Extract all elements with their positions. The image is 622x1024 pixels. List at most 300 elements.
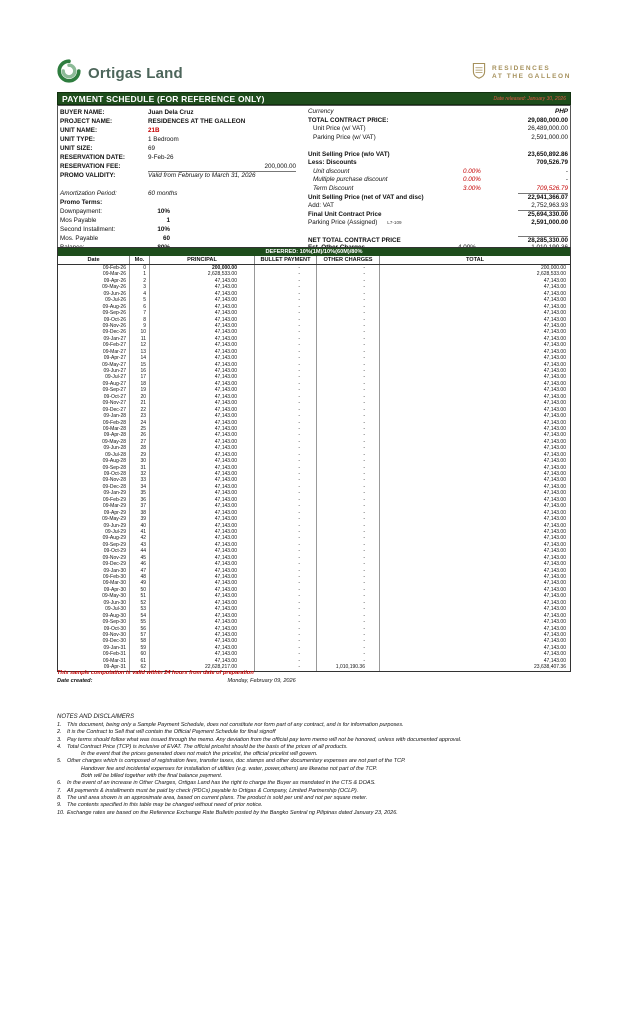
- schedule-other-charges: -: [317, 420, 380, 426]
- schedule-date: 09-Mar-26: [58, 271, 130, 277]
- schedule-bullet: -: [255, 587, 317, 593]
- schedule-month: 9: [130, 323, 150, 329]
- schedule-principal: 47,143.00: [150, 471, 255, 477]
- tcp-label: TOTAL CONTRACT PRICE:: [308, 116, 389, 124]
- schedule-principal: 47,143.00: [150, 626, 255, 632]
- schedule-bullet: -: [255, 613, 317, 619]
- page-title: PAYMENT SCHEDULE (FOR REFERENCE ONLY): [62, 93, 265, 104]
- schedule-month: 57: [130, 632, 150, 638]
- date-created-value: Monday, February 09, 2026: [227, 678, 296, 684]
- schedule-month: 18: [130, 381, 150, 387]
- net-tcp-value: 28,285,330.00: [518, 236, 568, 246]
- col-header-bullet: BULLET PAYMENT: [255, 256, 317, 264]
- schedule-date: 09-Nov-26: [58, 323, 130, 329]
- schedule-other-charges: -: [317, 278, 380, 284]
- less-discounts-value: 709,526.79: [536, 159, 568, 166]
- reservation-date-value: 9-Feb-26: [148, 154, 174, 161]
- document-header: [57, 57, 571, 89]
- schedule-date: 09-Apr-28: [58, 432, 130, 438]
- note-text: In the event that the prices generated does not match the pricelist, the official pricelist will govern.: [81, 751, 318, 758]
- multi-discount-pct: 0.00%: [463, 176, 481, 183]
- schedule-month: 14: [130, 355, 150, 361]
- schedule-month: 19: [130, 387, 150, 393]
- schedule-other-charges: -: [317, 593, 380, 599]
- note-line: [57, 737, 571, 744]
- schedule-other-charges: -: [317, 458, 380, 464]
- schedule-other-charges: -: [317, 271, 380, 277]
- schedule-date: 09-Feb-31: [58, 651, 130, 657]
- schedule-month: 27: [130, 439, 150, 445]
- unit-discount-label: Unit discount: [313, 167, 350, 175]
- schedule-principal: 47,143.00: [150, 387, 255, 393]
- schedule-date: 09-May-26: [58, 284, 130, 290]
- schedule-principal: 47,143.00: [150, 445, 255, 451]
- parking-price-label: Parking Price (w/ VAT): [313, 133, 376, 141]
- parking-slot: L7-109: [387, 219, 402, 225]
- schedule-other-charges: -: [317, 503, 380, 509]
- note-text: In the event of an increase in Other Charges, Ortigas Land has the right to charge the Buyer as mandated in the CTS & DOAS.: [67, 780, 376, 787]
- pricing-column: [304, 106, 570, 250]
- schedule-other-charges: -: [317, 529, 380, 535]
- schedule-month: 33: [130, 477, 150, 483]
- schedule-principal: 47,143.00: [150, 323, 255, 329]
- schedule-total: 47,143.00: [543, 471, 566, 477]
- note-text: Exchange rates are based on the Reference Exchange Rate Bulletin posted by the Bangko Sentral ng Pilipinas dated January 23, 2026.: [67, 809, 398, 816]
- schedule-date: 09-Nov-30: [58, 632, 130, 638]
- note-text: All payments & installments must be paid by check (PDCs) payable to Ortigas & Company, Limited Partnership (OCLP).: [67, 787, 359, 794]
- schedule-other-charges: -: [317, 387, 380, 393]
- schedule-month: 49: [130, 580, 150, 586]
- schedule-date: 09-Aug-28: [58, 458, 130, 464]
- schedule-principal: 47,143.00: [150, 613, 255, 619]
- schedule-bullet: -: [255, 664, 317, 670]
- schedule-month: 35: [130, 490, 150, 496]
- schedule-other-charges: -: [317, 445, 380, 451]
- unit-name-value: 21B: [148, 127, 160, 134]
- schedule-month: 11: [130, 336, 150, 342]
- schedule-principal: 47,143.00: [150, 278, 255, 284]
- schedule-month: 60: [130, 651, 150, 657]
- schedule-table-body: [58, 265, 570, 671]
- schedule-other-charges: -: [317, 400, 380, 406]
- schedule-total: 47,143.00: [543, 348, 566, 355]
- note-number: [71, 773, 81, 780]
- downpayment-label: Downpayment:: [60, 208, 102, 215]
- schedule-principal: 47,143.00: [150, 477, 255, 483]
- schedule-other-charges: -: [317, 336, 380, 342]
- schedule-total: 47,143.00: [543, 400, 566, 407]
- contract-info-box: [57, 105, 571, 251]
- schedule-other-charges: -: [317, 477, 380, 483]
- schedule-bullet: -: [255, 387, 317, 393]
- note-line: [57, 751, 571, 758]
- schedule-bullet: -: [255, 645, 317, 651]
- schedule-principal: 47,143.00: [150, 426, 255, 432]
- schedule-total: 47,143.00: [543, 393, 566, 400]
- schedule-bullet: -: [255, 497, 317, 503]
- schedule-date: 09-Mar-27: [58, 349, 130, 355]
- schedule-date: 09-Jul-27: [58, 374, 130, 380]
- schedule-other-charges: -: [317, 426, 380, 432]
- schedule-principal: 47,143.00: [150, 561, 255, 567]
- schedule-total: 47,143.00: [543, 522, 566, 529]
- note-number: 6.: [57, 780, 62, 787]
- schedule-total: 47,143.00: [543, 516, 566, 523]
- schedule-month: 34: [130, 484, 150, 490]
- schedule-month: 46: [130, 561, 150, 567]
- schedule-other-charges: -: [317, 374, 380, 380]
- document-footer: [57, 670, 571, 817]
- schedule-other-charges: -: [317, 432, 380, 438]
- schedule-month: 5: [130, 297, 150, 303]
- schedule-total: 47,143.00: [543, 574, 566, 580]
- schedule-other-charges: -: [317, 600, 380, 606]
- mos-payable2-value: 60: [162, 235, 170, 242]
- schedule-bullet: -: [255, 329, 317, 335]
- schedule-date: 09-Apr-29: [58, 510, 130, 516]
- schedule-principal: 47,143.00: [150, 291, 255, 297]
- reservation-fee-value: 200,000.00: [148, 162, 296, 172]
- promo-terms-label: Promo Terms:: [60, 199, 103, 206]
- schedule-bullet: -: [255, 516, 317, 522]
- mos-payable1-value: 1: [166, 217, 170, 224]
- schedule-bullet: -: [255, 265, 317, 271]
- schedule-total: 47,143.00: [543, 297, 566, 304]
- schedule-total: 47,143.00: [543, 483, 566, 490]
- schedule-other-charges: -: [317, 349, 380, 355]
- schedule-total: 47,143.00: [543, 541, 566, 548]
- schedule-bullet: -: [255, 445, 317, 451]
- schedule-principal: 47,143.00: [150, 304, 255, 310]
- schedule-total: 47,143.00: [543, 503, 566, 510]
- schedule-total: 47,143.00: [543, 593, 566, 600]
- schedule-other-charges: -: [317, 490, 380, 496]
- schedule-date: 09-Apr-30: [58, 587, 130, 593]
- note-text: The contents specified in this table may be changed without need of prior notice.: [67, 802, 263, 809]
- schedule-date: 09-Oct-29: [58, 548, 130, 554]
- schedule-principal: 47,143.00: [150, 484, 255, 490]
- schedule-other-charges: -: [317, 304, 380, 310]
- schedule-month: 37: [130, 503, 150, 509]
- schedule-month: 59: [130, 645, 150, 651]
- schedule-principal: 47,143.00: [150, 651, 255, 657]
- usp-value: 23,650,892.86: [527, 150, 568, 158]
- schedule-total: 47,143.00: [543, 335, 566, 342]
- note-line: [57, 722, 571, 729]
- note-number: 2.: [57, 729, 62, 736]
- schedule-month: 15: [130, 362, 150, 368]
- schedule-bullet: -: [255, 658, 317, 664]
- schedule-date: 09-Aug-27: [58, 381, 130, 387]
- schedule-bullet: -: [255, 561, 317, 567]
- unit-size-value: 69: [148, 145, 156, 152]
- schedule-principal: 47,143.00: [150, 535, 255, 541]
- schedule-bullet: -: [255, 477, 317, 483]
- schedule-bullet: -: [255, 548, 317, 554]
- galleon-wordmark-line2: AT THE GALLEON: [492, 73, 571, 80]
- schedule-month: 54: [130, 613, 150, 619]
- schedule-total: 47,143.00: [543, 625, 566, 632]
- schedule-principal: 2,628,533.00: [150, 271, 255, 277]
- schedule-other-charges: -: [317, 523, 380, 529]
- unit-price-label: Unit Price (w/ VAT): [313, 125, 366, 132]
- schedule-other-charges: -: [317, 580, 380, 586]
- promo-validity-label: PROMO VALIDITY:: [60, 172, 116, 179]
- mos-payable1-label: Mos Payable: [60, 217, 97, 224]
- schedule-principal: 47,143.00: [150, 542, 255, 548]
- schedule-date: 09-Jun-28: [58, 445, 130, 451]
- schedule-total: 47,143.00: [543, 496, 566, 503]
- schedule-bullet: -: [255, 555, 317, 561]
- schedule-date: 09-May-28: [58, 439, 130, 445]
- schedule-other-charges: -: [317, 587, 380, 593]
- schedule-date: 09-Mar-29: [58, 503, 130, 509]
- schedule-principal: 47,143.00: [150, 632, 255, 638]
- schedule-date: 09-Oct-30: [58, 626, 130, 632]
- note-line: [57, 795, 571, 802]
- schedule-total: 2,628,533.00: [536, 271, 566, 278]
- schedule-other-charges: -: [317, 407, 380, 413]
- second-installment-value: 10%: [157, 226, 170, 233]
- schedule-bullet: -: [255, 542, 317, 548]
- schedule-other-charges: -: [317, 394, 380, 400]
- final-price-value: 25,694,330.00: [518, 210, 568, 220]
- reservation-date-label: RESERVATION DATE:: [60, 154, 125, 161]
- schedule-total: 47,143.00: [543, 355, 566, 362]
- schedule-date: 09-Dec-29: [58, 561, 130, 567]
- schedule-other-charges: -: [317, 284, 380, 290]
- schedule-bullet: -: [255, 394, 317, 400]
- schedule-month: 47: [130, 568, 150, 574]
- schedule-total: 47,143.00: [543, 329, 566, 336]
- schedule-bullet: -: [255, 342, 317, 348]
- schedule-total: 47,143.00: [543, 310, 566, 317]
- schedule-other-charges: -: [317, 497, 380, 503]
- schedule-date: 09-Oct-27: [58, 394, 130, 400]
- schedule-bullet: -: [255, 651, 317, 657]
- buyer-name-label: BUYER NAME:: [60, 109, 105, 116]
- schedule-month: 21: [130, 400, 150, 406]
- schedule-total: 47,143.00: [543, 316, 566, 323]
- schedule-bullet: -: [255, 407, 317, 413]
- schedule-bullet: -: [255, 490, 317, 496]
- schedule-principal: 47,143.00: [150, 420, 255, 426]
- schedule-month: 39: [130, 516, 150, 522]
- schedule-principal: 47,143.00: [150, 432, 255, 438]
- note-line: [57, 810, 571, 817]
- schedule-total: 47,143.00: [543, 528, 566, 535]
- promo-validity-value: Valid from February to March 31, 2026: [148, 172, 256, 179]
- schedule-principal: 47,143.00: [150, 593, 255, 599]
- schedule-bullet: -: [255, 336, 317, 342]
- amortization-table: [57, 247, 571, 672]
- note-line: [57, 729, 571, 736]
- schedule-other-charges: -: [317, 317, 380, 323]
- unit-type-label: UNIT TYPE:: [60, 136, 95, 143]
- schedule-month: 3: [130, 284, 150, 290]
- schedule-bullet: -: [255, 439, 317, 445]
- schedule-date: 09-Nov-28: [58, 477, 130, 483]
- schedule-date: 09-Aug-26: [58, 304, 130, 310]
- col-header-date: Date: [58, 256, 130, 264]
- schedule-bullet: -: [255, 523, 317, 529]
- schedule-total: 47,143.00: [543, 548, 566, 555]
- schedule-date: 09-Mar-28: [58, 426, 130, 432]
- schedule-month: 17: [130, 374, 150, 380]
- schedule-date: 09-Feb-26: [58, 265, 130, 271]
- schedule-date: 09-Dec-28: [58, 484, 130, 490]
- final-price-label: Final Unit Contract Price: [308, 211, 382, 218]
- note-number: 5.: [57, 758, 62, 765]
- schedule-total: 47,143.00: [543, 477, 566, 484]
- schedule-month: 38: [130, 510, 150, 516]
- schedule-principal: 47,143.00: [150, 568, 255, 574]
- ortigas-swirl-icon: [57, 59, 81, 88]
- multi-discount-label: Multiple purchase discount: [313, 176, 388, 183]
- schedule-month: 2: [130, 278, 150, 284]
- schedule-total: 47,143.00: [543, 567, 566, 574]
- col-header-mo: Mo.: [130, 256, 150, 264]
- schedule-date: 09-May-30: [58, 593, 130, 599]
- schedule-total: 47,143.00: [543, 638, 566, 645]
- note-line: [57, 780, 571, 787]
- schedule-principal: 47,143.00: [150, 555, 255, 561]
- unit-size-label: UNIT SIZE:: [60, 145, 93, 152]
- note-line: [57, 788, 571, 795]
- schedule-date: 09-Jul-28: [58, 452, 130, 458]
- schedule-total: 47,143.00: [543, 586, 566, 593]
- currency-value: PHP: [555, 108, 568, 115]
- schedule-principal: 47,143.00: [150, 284, 255, 290]
- parking-assigned-label: [308, 219, 458, 228]
- schedule-principal: 47,143.00: [150, 523, 255, 529]
- galleon-logo: [472, 62, 571, 84]
- brand-name: Ortigas Land: [88, 64, 183, 82]
- schedule-principal: 47,143.00: [150, 574, 255, 580]
- schedule-date: 09-Dec-27: [58, 407, 130, 413]
- schedule-total: 47,143.00: [543, 303, 566, 310]
- schedule-other-charges: -: [317, 516, 380, 522]
- note-number: [71, 751, 81, 758]
- schedule-month: 58: [130, 638, 150, 644]
- schedule-principal: 47,143.00: [150, 497, 255, 503]
- schedule-date: 09-Sep-27: [58, 387, 130, 393]
- schedule-other-charges: -: [317, 484, 380, 490]
- schedule-principal: 47,143.00: [150, 503, 255, 509]
- note-number: 4.: [57, 743, 62, 750]
- schedule-bullet: -: [255, 317, 317, 323]
- schedule-other-charges: -: [317, 658, 380, 664]
- schedule-bullet: -: [255, 323, 317, 329]
- schedule-bullet: -: [255, 568, 317, 574]
- schedule-principal: 47,143.00: [150, 458, 255, 464]
- schedule-principal: 47,143.00: [150, 439, 255, 445]
- tcp-value: 29,080,000.00: [527, 116, 568, 124]
- schedule-principal: 47,143.00: [150, 600, 255, 606]
- schedule-bullet: -: [255, 600, 317, 606]
- note-number: 1.: [57, 722, 62, 728]
- schedule-total: 47,143.00: [543, 368, 566, 374]
- amortization-value: 60 months: [148, 190, 178, 197]
- schedule-principal: 47,143.00: [150, 349, 255, 355]
- schedule-total: 47,143.00: [543, 580, 566, 587]
- net-tcp-label: NET TOTAL CONTRACT PRICE: [308, 236, 401, 244]
- schedule-principal: 47,143.00: [150, 400, 255, 406]
- schedule-month: 62: [130, 664, 150, 670]
- schedule-date: 09-Jun-26: [58, 291, 130, 297]
- schedule-date: 09-Dec-26: [58, 329, 130, 335]
- note-text: This document, being only a Sample Payment Schedule, does not constitute nor form part of any contract, and is for information purposes.: [67, 722, 404, 728]
- schedule-month: 24: [130, 420, 150, 426]
- note-text: Total Contract Price (TCP) is inclusive of EVAT. The official pricelist should be the basis of the prices of all products.: [67, 743, 348, 750]
- schedule-bullet: -: [255, 458, 317, 464]
- schedule-principal: 47,143.00: [150, 645, 255, 651]
- schedule-principal: 47,143.00: [150, 317, 255, 323]
- schedule-bullet: -: [255, 291, 317, 297]
- schedule-total: 47,143.00: [543, 644, 566, 651]
- deferred-banner: DEFERRED: 10%(1M)/10%(60M)/80%: [58, 248, 570, 256]
- schedule-total: 47,143.00: [543, 290, 566, 297]
- schedule-date: 09-Aug-29: [58, 535, 130, 541]
- downpayment-value: 10%: [157, 208, 170, 215]
- mos-payable2-label: Mos. Payable: [60, 235, 99, 242]
- schedule-total: 47,143.00: [543, 406, 566, 413]
- vat-label: Add: VAT: [308, 201, 335, 209]
- schedule-bullet: -: [255, 529, 317, 535]
- schedule-principal: 47,143.00: [150, 394, 255, 400]
- schedule-bullet: -: [255, 304, 317, 310]
- galleon-wordmark: [492, 65, 571, 81]
- galleon-crest-icon: [472, 62, 486, 84]
- schedule-total: 47,143.00: [543, 277, 566, 284]
- schedule-principal: 47,143.00: [150, 362, 255, 368]
- schedule-bullet: -: [255, 503, 317, 509]
- col-header-principal: PRINCIPAL: [150, 256, 255, 264]
- schedule-date: 09-Jun-29: [58, 523, 130, 529]
- schedule-bullet: -: [255, 632, 317, 638]
- schedule-date: 09-Jan-29: [58, 490, 130, 496]
- schedule-bullet: -: [255, 574, 317, 580]
- schedule-principal: 47,143.00: [150, 336, 255, 342]
- schedule-bullet: -: [255, 400, 317, 406]
- schedule-month: 52: [130, 600, 150, 606]
- schedule-month: 55: [130, 619, 150, 625]
- schedule-other-charges: -: [317, 632, 380, 638]
- schedule-date: 09-May-27: [58, 362, 130, 368]
- buyer-name-value: Juan Dela Cruz: [148, 109, 194, 116]
- schedule-other-charges: -: [317, 510, 380, 516]
- schedule-other-charges: -: [317, 645, 380, 651]
- schedule-month: 30: [130, 458, 150, 464]
- schedule-other-charges: -: [317, 381, 380, 387]
- schedule-principal: 47,143.00: [150, 529, 255, 535]
- schedule-bullet: -: [255, 471, 317, 477]
- schedule-other-charges: -: [317, 626, 380, 632]
- vat-value: 2,752,963.93: [531, 201, 568, 209]
- schedule-principal: 47,143.00: [150, 381, 255, 387]
- schedule-month: 22: [130, 407, 150, 413]
- schedule-total: 47,143.00: [543, 432, 566, 439]
- schedule-other-charges: -: [317, 355, 380, 361]
- schedule-total: 47,143.00: [543, 599, 566, 606]
- schedule-total: 47,143.00: [543, 425, 566, 432]
- schedule-total: 47,143.00: [543, 464, 566, 471]
- schedule-total: 47,143.00: [543, 413, 566, 420]
- schedule-total: 47,143.00: [543, 535, 566, 542]
- usp-label: Unit Selling Price (w/o VAT): [308, 150, 390, 158]
- schedule-bullet: -: [255, 413, 317, 419]
- schedule-date: 09-Sep-28: [58, 465, 130, 471]
